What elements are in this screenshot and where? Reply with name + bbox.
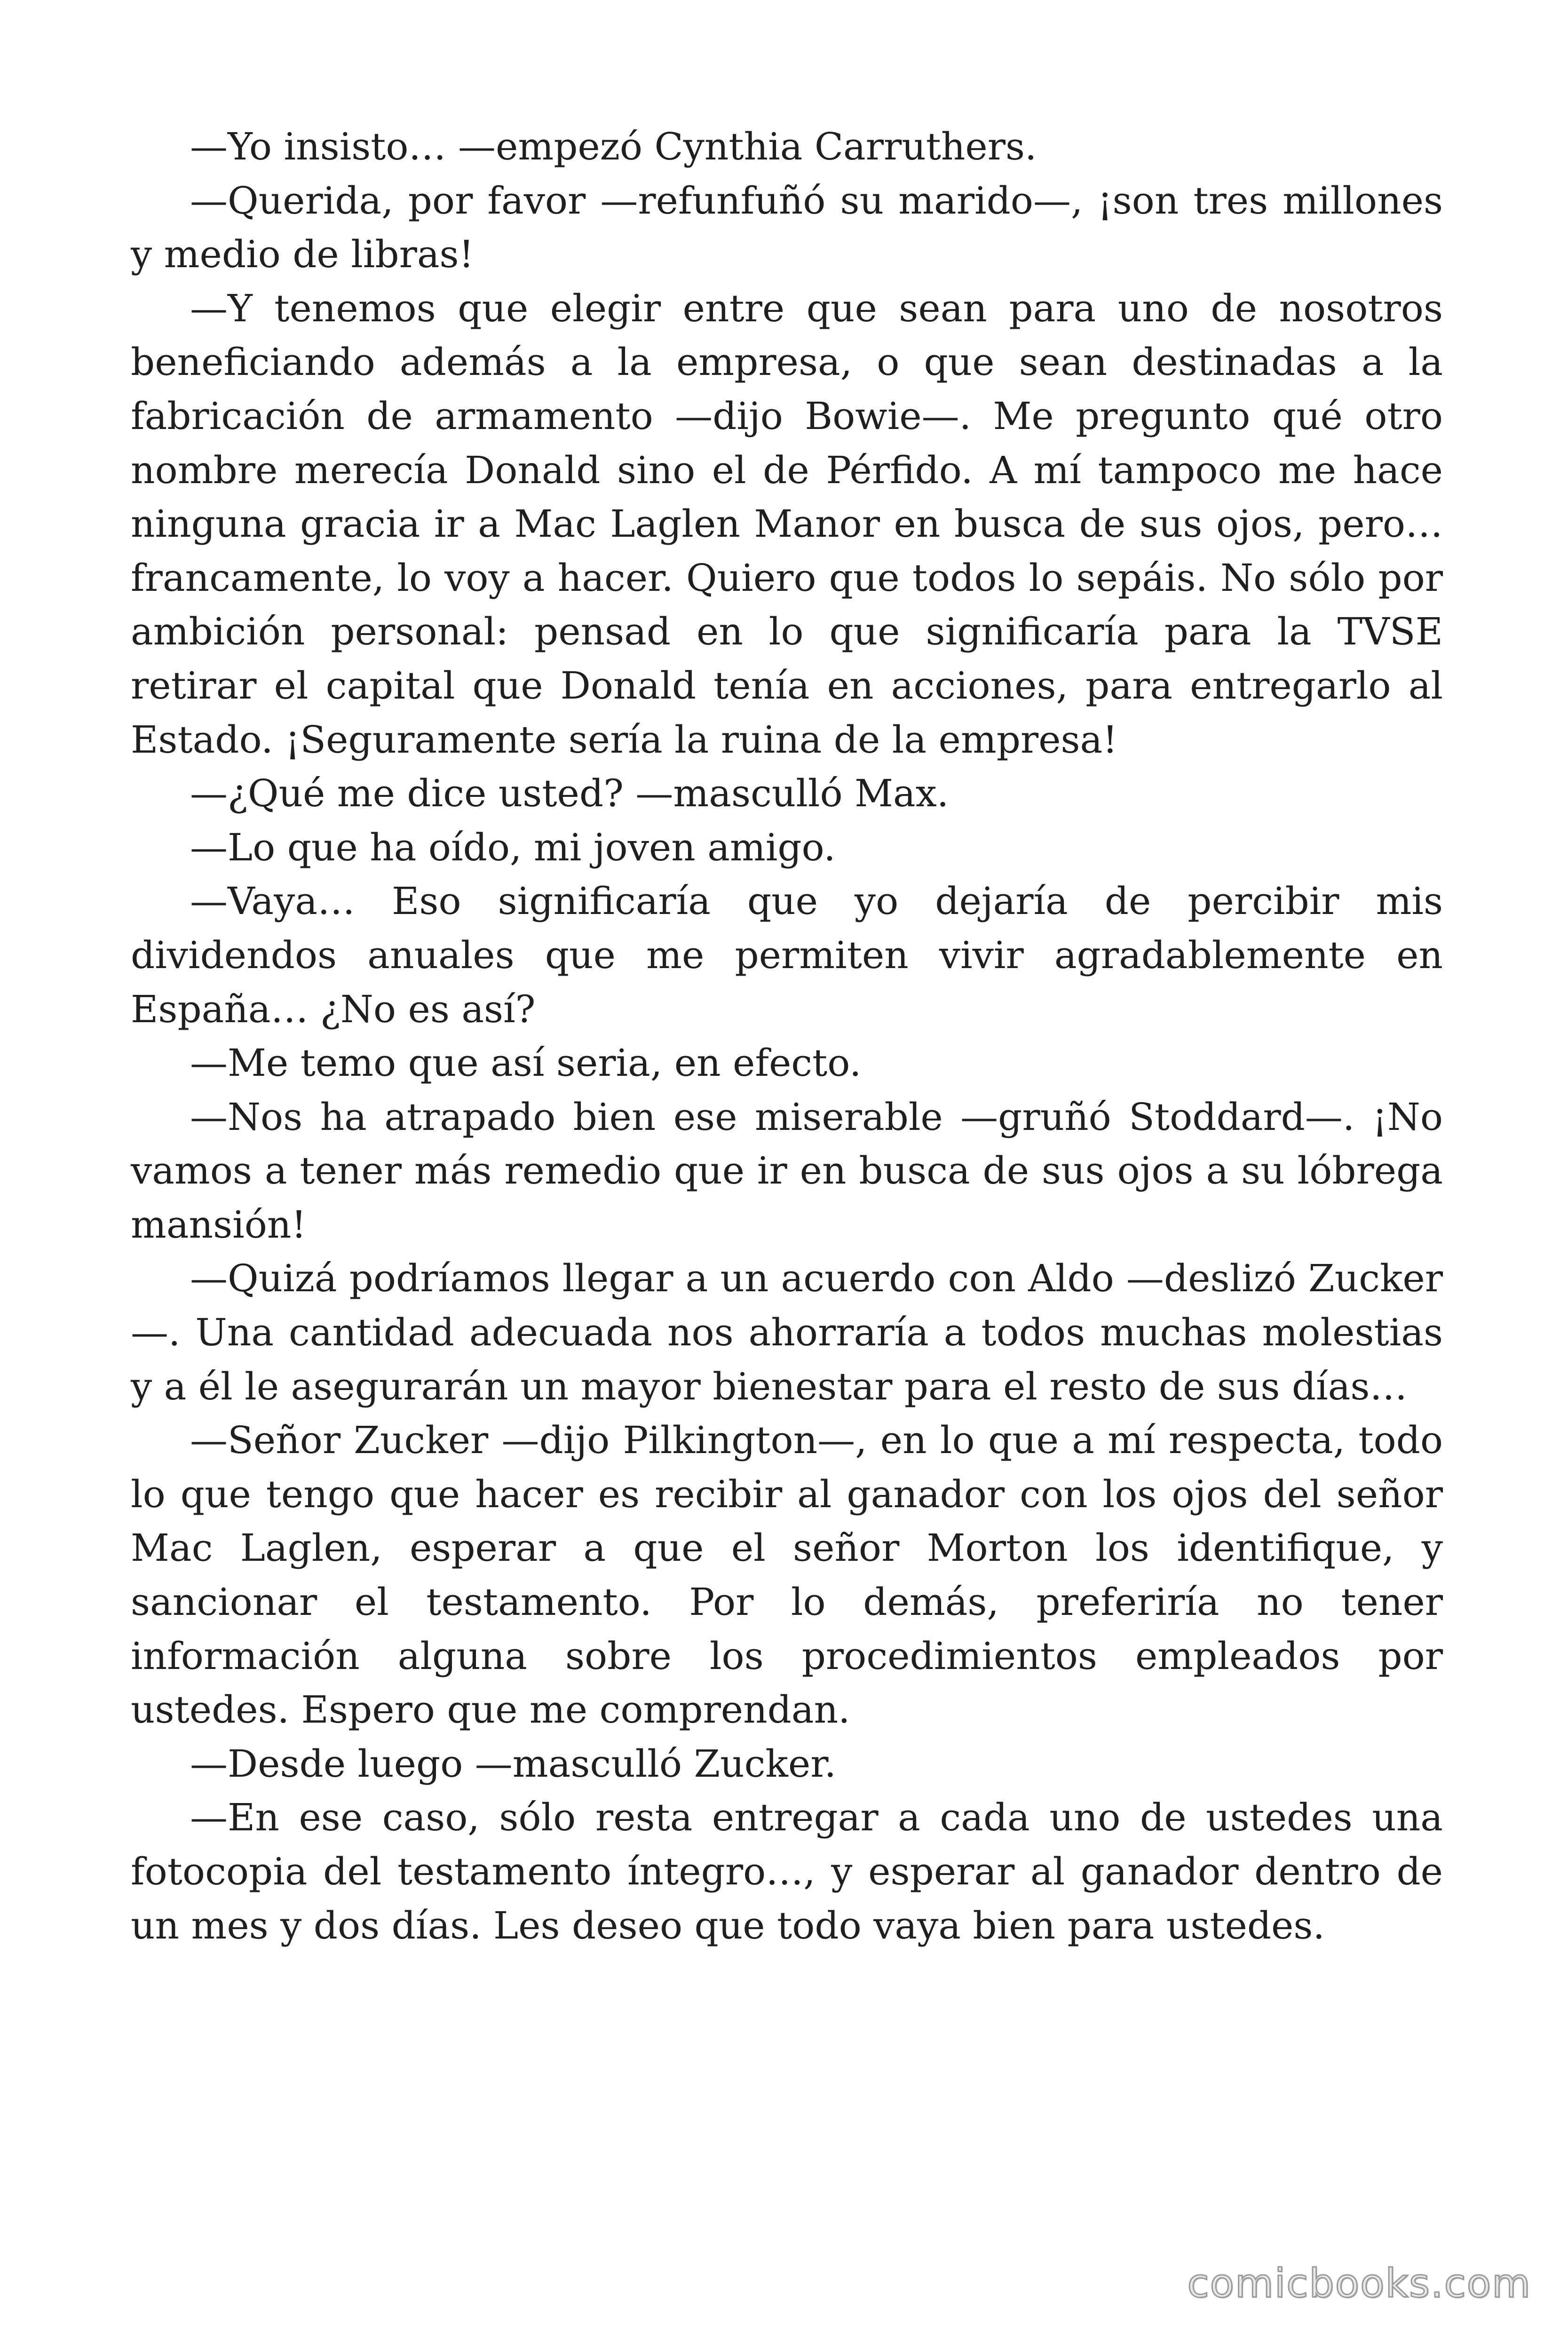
paragraph-8: —Nos ha atrapado bien ese miserable —gruñó Stoddard—. ¡No vamos a tener más remedio que ir en busca de sus ojos a su lóbrega mansión!	[131, 1095, 1443, 1247]
paragraph-5: —Lo que ha oído, mi joven amigo.	[190, 825, 836, 869]
paragraph-2: —Querida, por favor —refunfuñó su marido—, ¡son tres millones y medio de libras!	[131, 178, 1443, 277]
paragraph-1: —Yo insisto… —empezó Cynthia Carruthers.	[190, 125, 1037, 168]
paragraph-11: —Desde luego —masculló Zucker.	[190, 1741, 837, 1786]
paragraph-10: —Señor Zucker —dijo Pilkington—, en lo que a mí respecta, todo lo que tengo que hacer es recibir al ganador con los ojos del señor Mac Laglen, esperar a que el señor Morton los identifique, y sancionar el testamento. Por lo demás, preferiría no tener información alguna sobre los procedimientos empleados por ustedes. Espero que me comprendan.	[131, 1418, 1443, 1732]
paragraph-6: —Vaya… Eso significaría que yo dejaría de percibir mis dividendos anuales que me permiten vivir agradablemente en España… ¿No es así?	[131, 879, 1443, 1031]
paragraph-4: —¿Qué me dice usted? —masculló Max.	[190, 771, 949, 816]
paragraph-7: —Me temo que así seria, en efecto.	[190, 1041, 862, 1085]
paragraph-12: —En ese caso, sólo resta entregar a cada uno de ustedes una fotocopia del testamento íntegro…, y esperar al ganador dentro de un mes y dos días. Les deseo que todo vaya bien para ustedes.	[131, 1796, 1443, 1947]
page-text	[131, 120, 1443, 1953]
watermark: comicbooks.com	[1187, 2260, 1531, 2306]
paragraph-3: —Y tenemos que elegir entre que sean para uno de nosotros beneficiando además a la empresa, o que sean destinadas a la fabricación de armamento —dijo Bowie—. Me pregunto qué otro nombre merecía Donald sino el de Pérfido. A mí tampoco me hace ninguna gracia ir a Mac Laglen Manor en busca de sus ojos, pero… francamente, lo voy a hacer. Quiero que todos lo sepáis. No sólo por ambición personal: pensad en lo que significaría para la TVSE retirar el capital que Donald tenía en acciones, para entregarlo al Estado. ¡Seguramente sería la ruina de la empresa!	[131, 286, 1443, 762]
paragraph-9: —Quizá podríamos llegar a un acuerdo con Aldo —deslizó Zucker—. Una cantidad adecuada nos ahorraría a todos muchas molestias y a él le asegurarán un mayor bienestar para el resto de sus días…	[131, 1256, 1443, 1408]
